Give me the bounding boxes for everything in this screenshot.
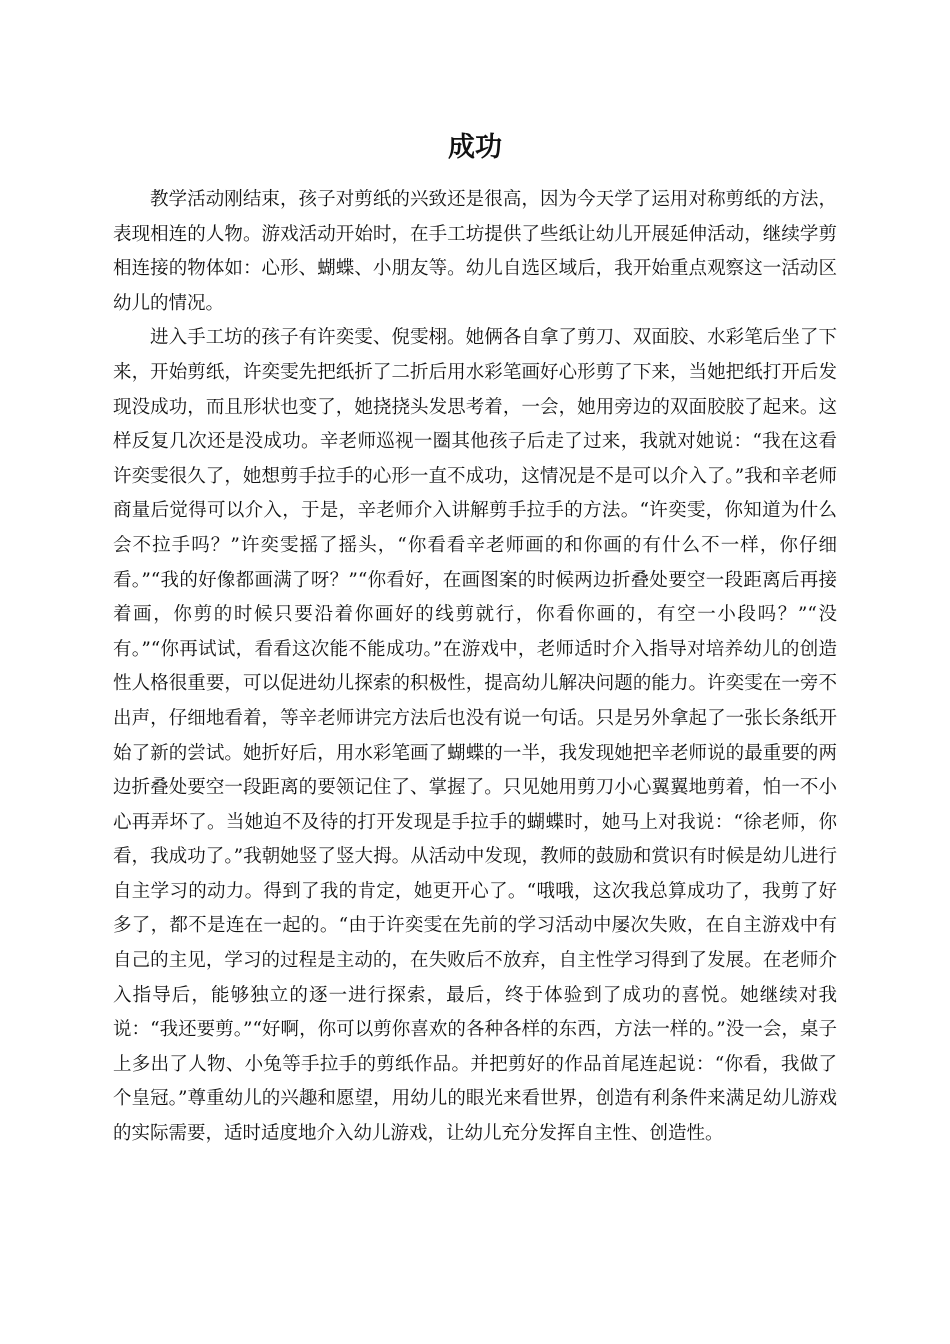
document-body: [113, 183, 837, 1152]
paragraph-2: 进入手工坊的孩子有许奕雯、倪雯栩。她俩各自拿了剪刀、双面胶、水彩笔后坐了下来，开始剪纸，许奕雯先把纸折了二折后用水彩笔画好心形剪了下来，当她把纸打开后发现没成功，而且形状也变了，她挠挠头发思考着，一会，她用旁边的双面胶胶了起来。这样反复几次还是没成功。辛老师巡视一圈其他孩子后走了过来，我就对她说：“我在这看许奕雯很久了，她想剪手拉手的心形一直不成功，这情况是不是可以介入了。”我和辛老师商量后觉得可以介入，于是，辛老师介入讲解剪手拉手的方法。“许奕雯，你知道为什么会不拉手吗？”许奕雯摇了摇头，“你看看辛老师画的和你画的有什么不一样，你仔细看。”“我的好像都画满了呀？”“你看好，在画图案的时候两边折叠处要空一段距离后再接着画，你剪的时候只要沿着你画好的线剪就行，你看你画的，有空一小段吗？”“没有。”“你再试试，看看这次能不能成功。”在游戏中，老师适时介入指导对培养幼儿的创造性人格很重要，可以促进幼儿探索的积极性，提高幼儿解决问题的能力。许奕雯在一旁不出声，仔细地看着，等辛老师讲完方法后也没有说一句话。只是另外拿起了一张长条纸开始了新的尝试。她折好后，用水彩笔画了蝴蝶的一半，我发现她把辛老师说的最重要的两边折叠处要空一段距离的要领记住了、掌握了。只见她用剪刀小心翼翼地剪着，怕一不小心再弄坏了。当她迫不及待的打开发现是手拉手的蝴蝶时，她马上对我说：“徐老师，你看，我成功了。”我朝她竖了竖大拇。从活动中发现，教师的鼓励和赏识有时候是幼儿进行自主学习的动力。得到了我的肯定，她更开心了。“哦哦，这次我总算成功了，我剪了好多了，都不是连在一起的。“由于许奕雯在先前的学习活动中屡次失败，在自主游戏中有自己的主见，学习的过程是主动的，在失败后不放弃，自主性学习得到了发展。在老师介入指导后，能够独立的逐一进行探索，最后，终于体验到了成功的喜悦。她继续对我说：“我还要剪。”“好啊，你可以剪你喜欢的各种各样的东西，方法一样的。”没一会，桌子上多出了人物、小兔等手拉手的剪纸作品。并把剪好的作品首尾连起说：“你看，我做了个皇冠。”尊重幼儿的兴趣和愿望，用幼儿的眼光来看世界，创造有利条件来满足幼儿游戏的实际需要，适时适度地介入幼儿游戏，让幼儿充分发挥自主性、创造性。: [113, 327, 837, 1145]
page-title: 成功: [448, 132, 502, 163]
paragraph-1: 教学活动刚结束，孩子对剪纸的兴致还是很高，因为今天学了运用对称剪纸的方法，表现相连的人物。游戏活动开始时，在手工坊提供了些纸让幼儿开展延伸活动，继续学剪相连接的物体如：心形、蝴蝶、小朋友等。幼儿自选区域后，我开始重点观察这一活动区幼儿的情况。: [113, 189, 837, 314]
